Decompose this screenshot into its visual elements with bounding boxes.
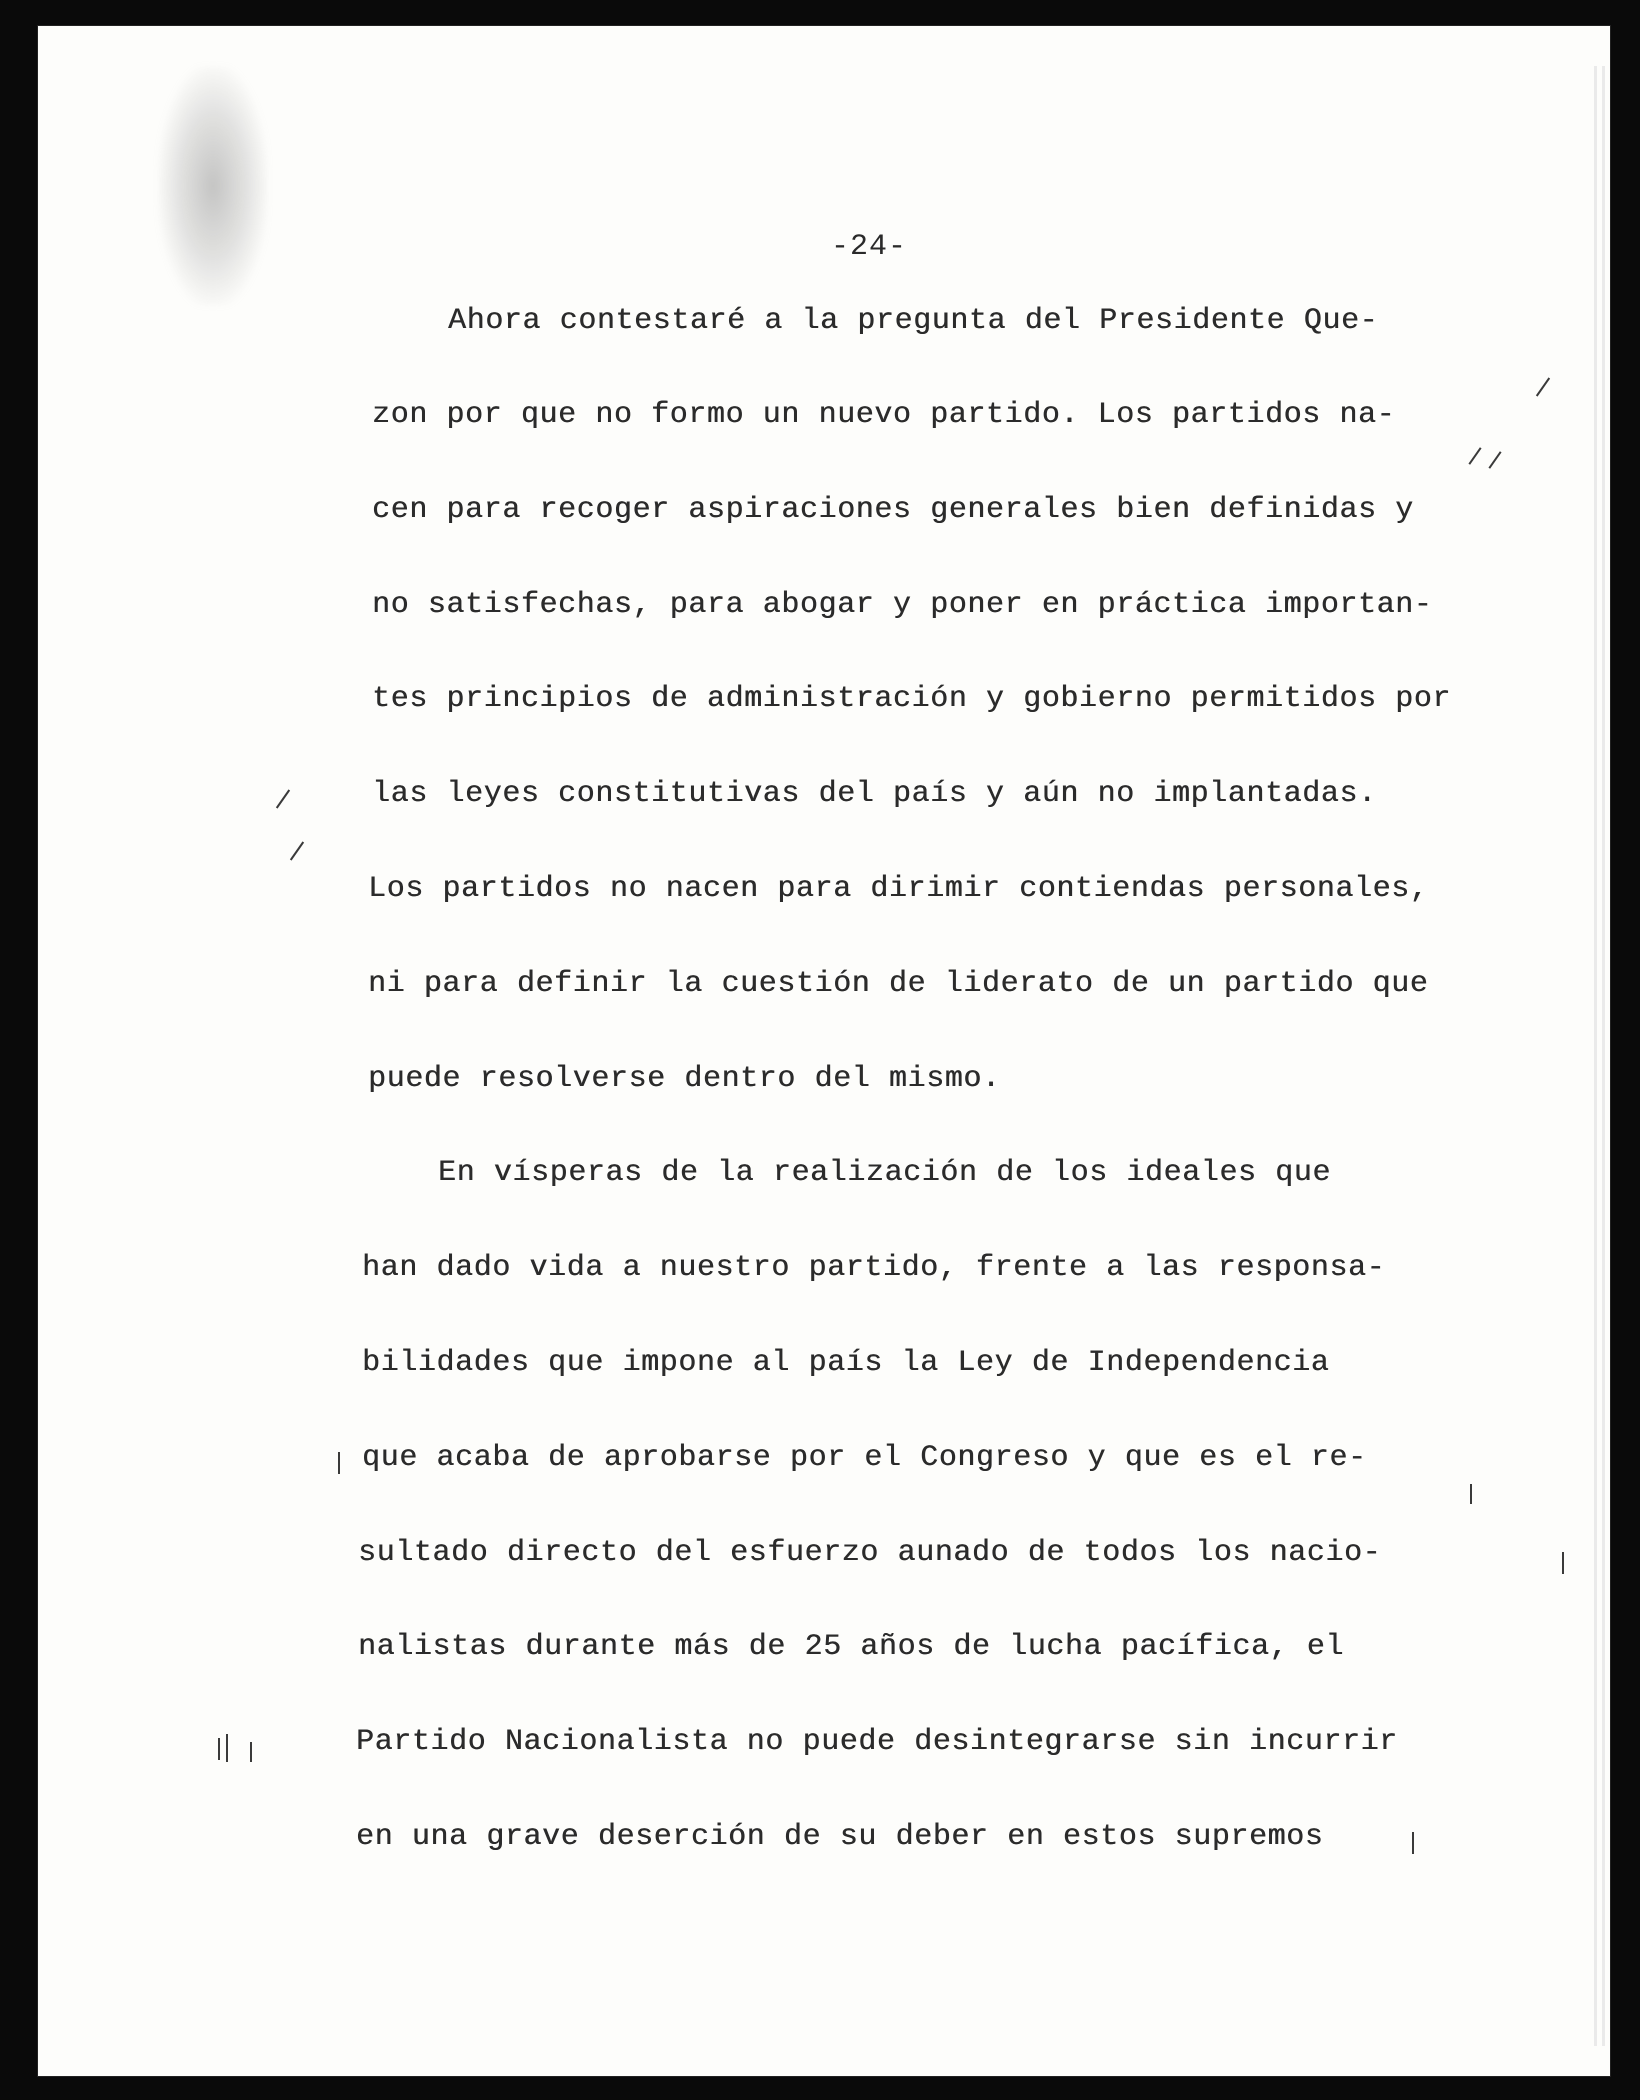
text-line-4: no satisfechas, para abogar y poner en práctica importan- (372, 588, 1433, 622)
stray-mark (218, 1738, 220, 1760)
text-line-7: Los partidos no nacen para dirimir contiendas personales, (368, 872, 1429, 906)
page-number: -24- (831, 230, 908, 264)
page-edge (1594, 66, 1597, 2046)
stray-mark (1412, 1832, 1414, 1854)
text-line-6: las leyes constitutivas del país y aún no implantadas. (372, 777, 1377, 811)
text-line-16: Partido Nacionalista no puede desintegrarse sin incurrir (356, 1725, 1398, 1759)
text-line-11: han dado vida a nuestro partido, frente a las responsa- (362, 1251, 1386, 1285)
stray-mark (1488, 451, 1501, 469)
text-line-5: tes principios de administración y gobierno permitidos por (372, 682, 1451, 716)
stray-mark (338, 1452, 340, 1474)
page-edge (1602, 66, 1605, 2046)
text-line-13: que acaba de aprobarse por el Congreso y que es el re- (362, 1441, 1367, 1475)
text-line-2: zon por que no formo un nuevo partido. Los partidos na- (372, 398, 1396, 432)
text-line-8: ni para definir la cuestión de liderato de un partido que (368, 967, 1429, 1001)
stray-mark (1562, 1552, 1564, 1574)
text-line-9: puede resolverse dentro del mismo. (368, 1062, 1001, 1096)
stray-mark (1536, 377, 1550, 396)
text-line-3: cen para recoger aspiraciones generales bien definidas y (372, 493, 1414, 527)
stray-mark (226, 1734, 228, 1762)
stray-mark (1468, 447, 1481, 465)
stray-mark (276, 789, 290, 808)
stray-mark (290, 841, 304, 860)
stray-mark (250, 1742, 252, 1762)
stray-mark (1470, 1484, 1472, 1504)
document-page (38, 26, 1610, 2076)
text-line-17: en una grave deserción de su deber en estos supremos (356, 1820, 1324, 1854)
text-line-12: bilidades que impone al país la Ley de Independencia (362, 1346, 1330, 1380)
text-line-14: sultado directo del esfuerzo aunado de todos los nacio- (358, 1536, 1382, 1570)
text-line-10: En vísperas de la realización de los ideales que (438, 1156, 1331, 1190)
ink-smudge (158, 66, 268, 306)
text-line-15: nalistas durante más de 25 años de lucha pacífica, el (358, 1630, 1344, 1664)
text-line-1: Ahora contestaré a la pregunta del Presidente Que- (448, 304, 1379, 338)
